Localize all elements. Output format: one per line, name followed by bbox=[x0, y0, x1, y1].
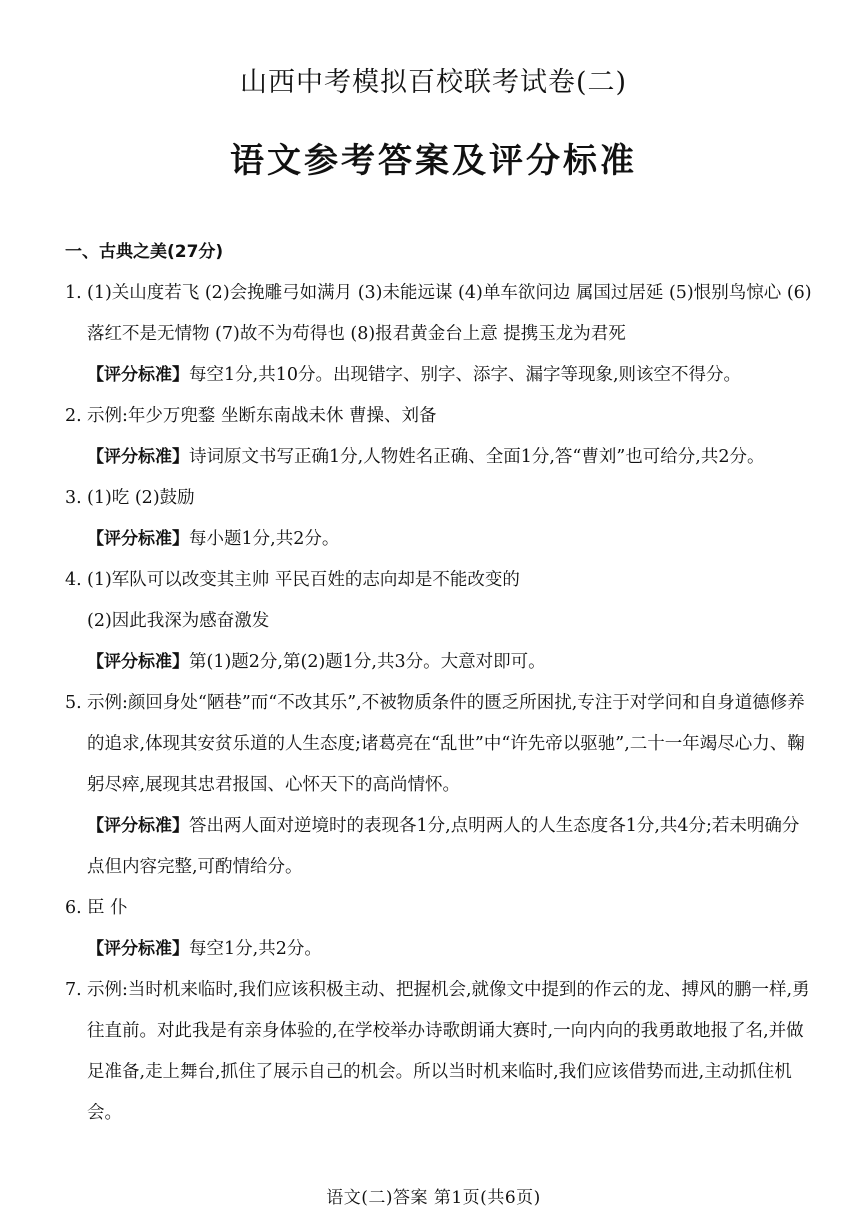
scoring-text: 每小题1分,共2分。 bbox=[189, 529, 340, 549]
question-3-answer bbox=[65, 478, 815, 519]
question-6-answer bbox=[65, 888, 815, 929]
answer-text: 示例:当时机来临时,我们应该积极主动、把握机会,就像文中提到的作云的龙、搏风的鹏一样,勇往直前。对此我是有亲身体验的,在学校举办诗歌朗诵大赛时,一向内向的我勇敢地报了名,并做足准备,走上舞台,抓住了展示自己的机会。所以当时机来临时,我们应该借势而进,主动抓住机会。 bbox=[87, 980, 810, 1123]
question-7-answer bbox=[65, 970, 815, 1134]
question-1-scoring bbox=[65, 355, 815, 396]
scoring-text: 答出两人面对逆境时的表现各1分,点明两人的人生态度各1分,共4分;若未明确分点但内容完整,可酌情给分。 bbox=[87, 816, 800, 877]
question-6-scoring bbox=[65, 929, 815, 970]
scoring-text: 每空1分,共10分。出现错字、别字、添字、漏字等现象,则该空不得分。 bbox=[189, 365, 742, 385]
section-heading: 一、古典之美(27分) bbox=[65, 242, 224, 262]
question-4-scoring bbox=[65, 642, 815, 683]
page-footer: 语文(二)答案 第1页(共6页) bbox=[326, 1188, 541, 1208]
answer-text: (1)军队可以改变其主帅 平民百姓的志向却是不能改变的 bbox=[87, 570, 520, 590]
question-2-scoring bbox=[65, 437, 815, 478]
question-number: 2. bbox=[65, 406, 82, 426]
question-number: 3. bbox=[65, 488, 82, 508]
answer-content bbox=[65, 232, 815, 1134]
scoring-tag: 【评分标准】 bbox=[87, 365, 189, 385]
question-number: 6. bbox=[65, 898, 82, 918]
answer-text: (1)关山度若飞 (2)会挽雕弓如满月 (3)未能远谋 (4)单车欲问边 属国过居延 (5)恨别鸟惊心 (6)落红不是无情物 (7)故不为苟得也 (8)报君黄金台上意 提携玉龙为君死 bbox=[87, 283, 812, 344]
exam-title: 山西中考模拟百校联考试卷(二) bbox=[239, 67, 628, 98]
answer-text: 示例:颜回身处“陋巷”而“不改其乐”,不被物质条件的匮乏所困扰,专注于对学问和自身道德修养的追求,体现其安贫乐道的人生态度;诸葛亮在“乱世”中“许先帝以驱驰”,二十一年竭尽心力、鞠躬尽瘁,展现其忠君报国、心怀天下的高尚情怀。 bbox=[87, 693, 805, 795]
question-number: 4. bbox=[65, 570, 82, 590]
scoring-tag: 【评分标准】 bbox=[87, 939, 189, 959]
scoring-text: 诗词原文书写正确1分,人物姓名正确、全面1分,答“曹刘”也可给分,共2分。 bbox=[189, 447, 765, 467]
scoring-tag: 【评分标准】 bbox=[87, 529, 189, 549]
question-1-answer bbox=[65, 273, 815, 355]
scoring-tag: 【评分标准】 bbox=[87, 447, 189, 467]
question-3-scoring bbox=[65, 519, 815, 560]
question-number: 1. bbox=[65, 283, 82, 303]
question-4-answer-part-2: (2)因此我深为感奋激发 bbox=[87, 611, 270, 631]
question-number: 7. bbox=[65, 980, 82, 1000]
question-5-scoring bbox=[65, 806, 815, 888]
scoring-tag: 【评分标准】 bbox=[87, 816, 189, 836]
scoring-tag: 【评分标准】 bbox=[87, 652, 189, 672]
question-number: 5. bbox=[65, 693, 82, 713]
question-4-answer bbox=[65, 560, 815, 601]
answer-text: 臣 仆 bbox=[87, 898, 128, 918]
question-5-answer bbox=[65, 683, 815, 806]
question-2-answer bbox=[65, 396, 815, 437]
answer-text: 示例:年少万兜鍪 坐断东南战未休 曹操、刘备 bbox=[87, 406, 437, 426]
scoring-text: 第(1)题2分,第(2)题1分,共3分。大意对即可。 bbox=[189, 652, 546, 672]
answer-text: (1)吃 (2)鼓励 bbox=[87, 488, 195, 508]
document-title: 语文参考答案及评分标准 bbox=[230, 141, 637, 181]
scoring-text: 每空1分,共2分。 bbox=[189, 939, 322, 959]
